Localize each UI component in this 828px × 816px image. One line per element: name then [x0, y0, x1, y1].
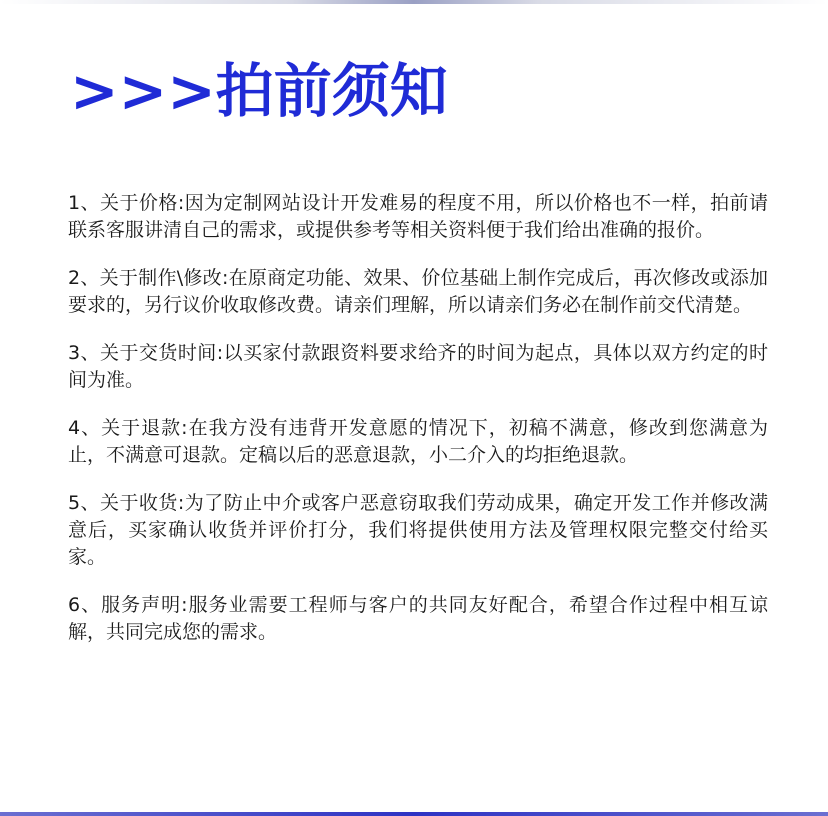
page-title: >>>拍前须知: [70, 57, 448, 125]
notice-item-price: 1、关于价格:因为定制网站设计开发难易的程度不用，所以价格也不一样，拍前请联系客服讲清自己的需求，或提供参考等相关资料便于我们给出准确的报价。: [68, 192, 768, 241]
notice-item-delivery-time: 3、关于交货时间:以买家付款跟资料要求给齐的时间为起点，具体以双方约定的时间为准。: [68, 342, 768, 391]
notice-item-receipt: 5、关于收货:为了防止中介或客户恶意窃取我们劳动成果，确定开发工作并修改满意后，买家确认收货并评价打分，我们将提供使用方法及管理权限完整交付给买家。: [68, 492, 768, 568]
notice-item-modification: 2、关于制作\修改:在原商定功能、效果、价位基础上制作完成后，再次修改或添加要求的，另行议价收取修改费。请亲们理解，所以请亲们务必在制作前交代清楚。: [68, 267, 768, 316]
notice-item-refund: 4、关于退款:在我方没有违背开发意愿的情况下，初稿不满意，修改到您满意为止，不满意可退款。定稿以后的恶意退款，小二介入的均拒绝退款。: [68, 417, 768, 466]
notice-item-service-statement: 6、服务声明:服务业需要工程师与客户的共同友好配合，希望合作过程中相互谅解，共同完成您的需求。: [68, 594, 768, 643]
notice-list: [68, 190, 768, 667]
top-decorative-bar: [0, 0, 828, 4]
bottom-decorative-bar: [0, 812, 828, 816]
